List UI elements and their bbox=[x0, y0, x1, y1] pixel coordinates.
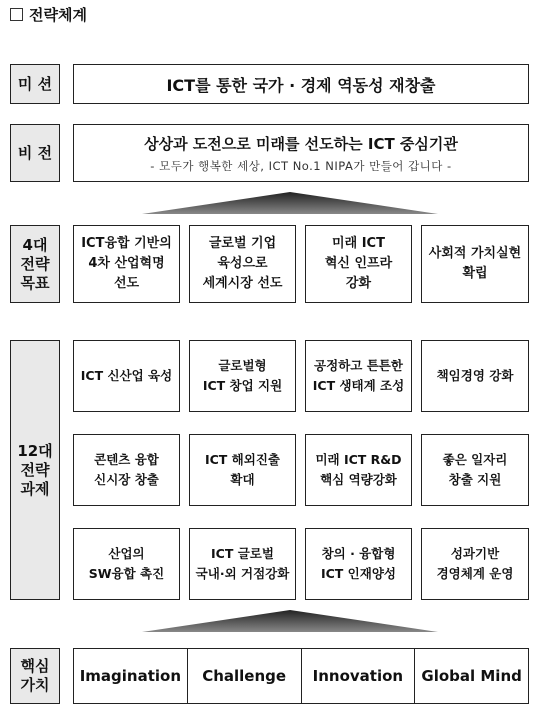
checkbox-icon bbox=[10, 8, 23, 21]
task-1-1: ICT 신산업 육성 bbox=[73, 340, 180, 412]
section-title: 전략체계 bbox=[29, 6, 87, 24]
up-arrow-icon bbox=[140, 608, 440, 634]
goal-2: 글로벌 기업 육성으로 세계시장 선도 bbox=[189, 225, 296, 303]
task-2-4: 좋은 일자리 창출 지원 bbox=[421, 434, 529, 506]
task-3-2: ICT 글로벌 국내·외 거점강화 bbox=[189, 528, 296, 600]
tasks-label: 12대 전략 과제 bbox=[10, 340, 60, 600]
task-2-1: 콘텐츠 융합 신시장 창출 bbox=[73, 434, 180, 506]
goal-3: 미래 ICT 혁신 인프라 강화 bbox=[305, 225, 412, 303]
core-value-global-mind: Global Mind bbox=[421, 667, 522, 685]
vision-label: 비 전 bbox=[10, 124, 60, 182]
section-header bbox=[10, 4, 87, 25]
core-values-box bbox=[73, 648, 529, 704]
mission-label: 미 션 bbox=[10, 64, 60, 104]
core-value-challenge: Challenge bbox=[188, 649, 302, 703]
core-values-label: 핵심 가치 bbox=[10, 648, 60, 704]
core-value-imagination: Imagination bbox=[74, 649, 188, 703]
task-3-1: 산업의 SW융합 촉진 bbox=[73, 528, 180, 600]
task-2-3: 미래 ICT R&D 핵심 역량강화 bbox=[305, 434, 412, 506]
task-1-2: 글로벌형 ICT 창업 지원 bbox=[189, 340, 296, 412]
mission-box: ICT를 통한 국가 · 경제 역동성 재창출 bbox=[73, 64, 529, 104]
goals-label: 4대 전략 목표 bbox=[10, 225, 60, 303]
core-value-innovation: Innovation bbox=[302, 649, 416, 703]
task-3-4: 성과기반 경영체계 운영 bbox=[421, 528, 529, 600]
vision-main-text: 상상과 도전으로 미래를 선도하는 ICT 중심기관 bbox=[144, 134, 458, 153]
up-arrow-icon bbox=[140, 190, 440, 216]
vision-sub-text: - 모두가 행복한 세상, ICT No.1 NIPA가 만들어 갑니다 - bbox=[150, 158, 452, 173]
goal-1: ICT융합 기반의 4차 산업혁명 선도 bbox=[73, 225, 180, 303]
task-2-2: ICT 해외진출 확대 bbox=[189, 434, 296, 506]
goal-4: 사회적 가치실현 확립 bbox=[421, 225, 529, 303]
vision-box bbox=[73, 124, 529, 182]
task-3-3: 창의 · 융합형 ICT 인재양성 bbox=[305, 528, 412, 600]
task-1-3: 공정하고 튼튼한 ICT 생태계 조성 bbox=[305, 340, 412, 412]
task-1-4: 책임경영 강화 bbox=[421, 340, 529, 412]
